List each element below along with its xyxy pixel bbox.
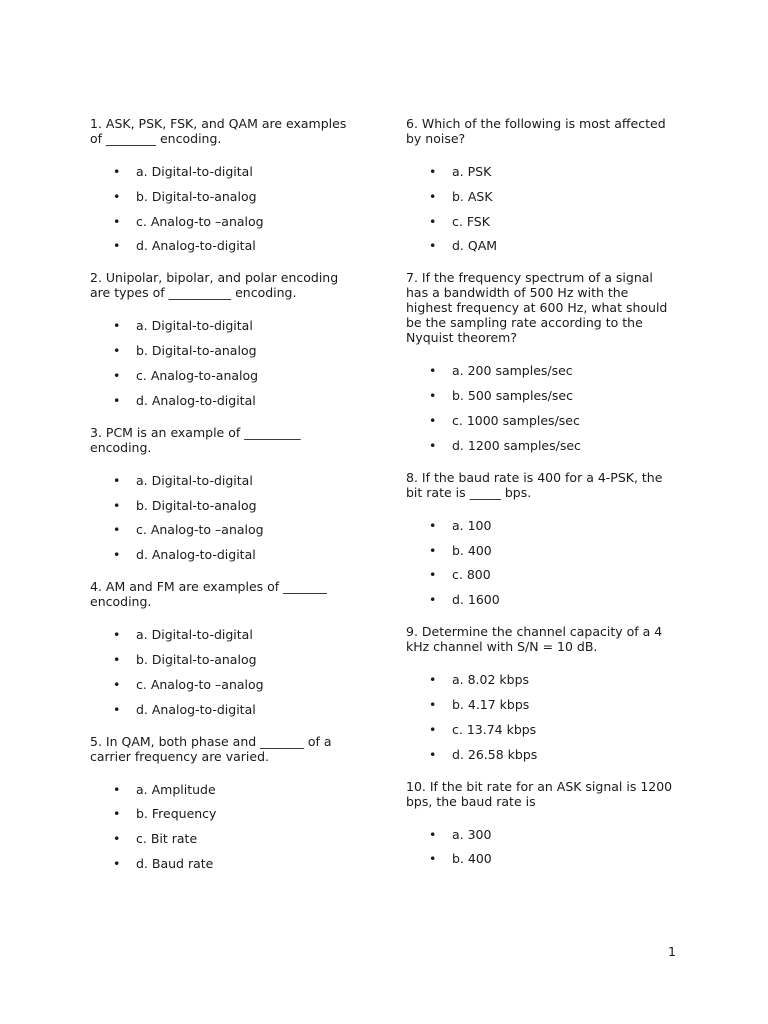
option-text: c. FSK (452, 213, 490, 229)
bullet-icon: • (429, 851, 437, 867)
option-item (90, 368, 360, 383)
question-text: 3. PCM is an example of _________ encoding. (90, 424, 301, 455)
option-item (406, 592, 676, 607)
option-list (90, 782, 360, 871)
bullet-icon: • (429, 363, 437, 379)
bullet-icon: • (113, 367, 121, 383)
question (90, 425, 360, 562)
option-text: b. 500 samples/sec (452, 388, 573, 404)
bullet-icon: • (429, 517, 437, 533)
option-text: b. Digital-to-analog (136, 651, 257, 667)
bullet-icon: • (429, 388, 437, 404)
option-item (90, 702, 360, 717)
left-column (90, 116, 360, 888)
bullet-icon: • (113, 651, 121, 667)
option-list (406, 827, 676, 867)
question (406, 624, 676, 761)
bullet-icon: • (429, 746, 437, 762)
option-item (406, 214, 676, 229)
bullet-icon: • (113, 522, 121, 538)
option-list (406, 164, 676, 253)
bullet-icon: • (113, 701, 121, 717)
option-text: d. 26.58 kbps (452, 746, 538, 762)
option-item (90, 547, 360, 562)
question (90, 270, 360, 407)
option-item (90, 238, 360, 253)
question (406, 270, 676, 452)
option-text: d. 1200 samples/sec (452, 437, 581, 453)
option-item (90, 782, 360, 797)
bullet-icon: • (113, 676, 121, 692)
option-text: a. 8.02 kbps (452, 672, 530, 688)
option-text: a. PSK (452, 164, 492, 179)
option-item (406, 238, 676, 253)
option-text: d. QAM (452, 238, 498, 254)
option-list (90, 473, 360, 562)
option-item (90, 189, 360, 204)
question (406, 470, 676, 607)
option-text: c. Analog-to-analog (136, 367, 259, 383)
option-text: b. 400 (452, 542, 492, 558)
option-item (90, 318, 360, 333)
option-text: a. Digital-to-digital (136, 627, 253, 643)
option-list (406, 672, 676, 761)
option-text: a. Digital-to-digital (136, 164, 253, 179)
option-item (90, 343, 360, 358)
bullet-icon: • (429, 238, 437, 254)
option-item (406, 438, 676, 453)
option-item (406, 697, 676, 712)
option-text: d. Analog-to-digital (136, 547, 256, 563)
option-text: a. 300 (452, 826, 492, 842)
option-item (90, 627, 360, 642)
bullet-icon: • (113, 855, 121, 871)
question-text: 10. If the bit rate for an ASK signal is 1200 bps, the baud rate is (406, 778, 673, 809)
option-text: d. Analog-to-digital (136, 701, 256, 717)
option-text: b. Digital-to-analog (136, 188, 257, 204)
bullet-icon: • (113, 831, 121, 847)
right-column (406, 116, 676, 883)
question (90, 734, 360, 871)
question-text: 4. AM and FM are examples of _______ encoding. (90, 579, 327, 610)
option-item (406, 363, 676, 378)
bullet-icon: • (429, 592, 437, 608)
option-item (406, 518, 676, 533)
question (90, 579, 360, 716)
bullet-icon: • (113, 627, 121, 643)
option-item (90, 164, 360, 179)
bullet-icon: • (429, 437, 437, 453)
option-list (90, 627, 360, 716)
option-item (406, 388, 676, 403)
bullet-icon: • (113, 392, 121, 408)
option-text: b. 400 (452, 851, 492, 867)
question (406, 779, 676, 867)
option-list (90, 318, 360, 407)
option-text: a. 100 (452, 517, 492, 533)
option-item (90, 522, 360, 537)
option-text: b. 4.17 kbps (452, 696, 530, 712)
option-text: b. Digital-to-analog (136, 497, 257, 513)
option-text: a. Digital-to-digital (136, 318, 253, 334)
option-item (406, 543, 676, 558)
option-text: d. Baud rate (136, 855, 214, 871)
option-item (406, 413, 676, 428)
question-text: 8. If the baud rate is 400 for a 4-PSK, the bit rate is _____ bps. (406, 469, 663, 500)
bullet-icon: • (113, 472, 121, 488)
bullet-icon: • (429, 542, 437, 558)
option-item (90, 214, 360, 229)
option-text: b. Digital-to-analog (136, 343, 257, 359)
option-list (406, 518, 676, 607)
question-text: 1. ASK, PSK, FSK, and QAM are examples of ________ encoding. (90, 116, 347, 146)
bullet-icon: • (429, 567, 437, 583)
option-text: c. Analog-to –analog (136, 213, 264, 229)
bullet-icon: • (429, 672, 437, 688)
bullet-icon: • (429, 213, 437, 229)
bullet-icon: • (113, 238, 121, 254)
option-item (90, 677, 360, 692)
page-number: 1 (668, 944, 676, 959)
option-text: b. ASK (452, 188, 493, 204)
option-text: a. 200 samples/sec (452, 363, 573, 379)
option-item (406, 747, 676, 762)
question-text: 6. Which of the following is most affected by noise? (406, 116, 666, 146)
bullet-icon: • (429, 696, 437, 712)
option-item (406, 722, 676, 737)
option-list (90, 164, 360, 253)
option-item (90, 393, 360, 408)
option-item (90, 806, 360, 821)
option-item (406, 672, 676, 687)
bullet-icon: • (113, 343, 121, 359)
question-text: 5. In QAM, both phase and _______ of a carrier frequency are varied. (90, 733, 332, 764)
bullet-icon: • (429, 412, 437, 428)
option-text: d. 1600 (452, 592, 500, 608)
option-item (90, 831, 360, 846)
bullet-icon: • (113, 318, 121, 334)
option-text: c. Analog-to –analog (136, 522, 264, 538)
bullet-icon: • (113, 497, 121, 513)
option-text: c. 13.74 kbps (452, 721, 537, 737)
option-text: c. 800 (452, 567, 491, 583)
bullet-icon: • (113, 806, 121, 822)
option-item (406, 164, 676, 179)
bullet-icon: • (113, 213, 121, 229)
question (90, 116, 360, 253)
option-text: c. Analog-to –analog (136, 676, 264, 692)
option-text: d. Analog-to-digital (136, 238, 256, 254)
bullet-icon: • (113, 188, 121, 204)
option-item (406, 567, 676, 582)
option-item (406, 189, 676, 204)
bullet-icon: • (113, 547, 121, 563)
option-item (406, 851, 676, 866)
bullet-icon: • (429, 721, 437, 737)
option-item (406, 827, 676, 842)
option-text: c. 1000 samples/sec (452, 412, 580, 428)
option-item (90, 652, 360, 667)
option-item (90, 856, 360, 871)
bullet-icon: • (113, 781, 121, 797)
option-item (90, 473, 360, 488)
option-text: a. Digital-to-digital (136, 472, 253, 488)
option-text: b. Frequency (136, 806, 217, 822)
bullet-icon: • (429, 826, 437, 842)
option-text: c. Bit rate (136, 831, 198, 847)
question-text: 2. Unipolar, bipolar, and polar encoding are types of __________ encoding. (90, 270, 339, 301)
bullet-icon: • (113, 164, 121, 179)
question-text: 9. Determine the channel capacity of a 4 kHz channel with S/N = 10 dB. (406, 624, 663, 655)
bullet-icon: • (429, 188, 437, 204)
option-item (90, 498, 360, 513)
question (406, 116, 676, 253)
option-text: d. Analog-to-digital (136, 392, 256, 408)
question-text: 7. If the frequency spectrum of a signal has a bandwidth of 500 Hz with the highest frequency at 600 Hz, what should be the sampling rate according to the Nyquist theorem? (406, 270, 668, 346)
option-text: a. Amplitude (136, 781, 216, 797)
option-list (406, 363, 676, 452)
bullet-icon: • (429, 164, 437, 179)
